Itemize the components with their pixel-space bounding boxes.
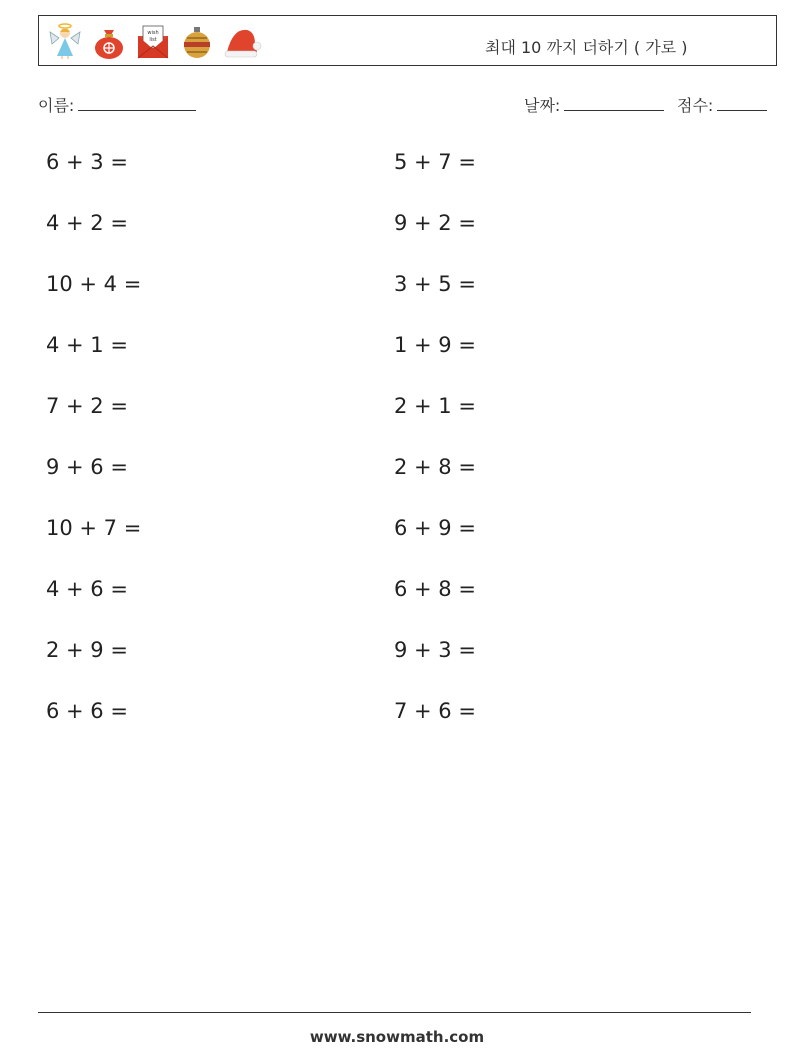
- problem-left-3: 10 + 4 =: [46, 272, 142, 296]
- problem-right-4: 1 + 9 =: [394, 333, 476, 357]
- ornament-ball-icon: [179, 22, 215, 60]
- problem-left-5: 7 + 2 =: [46, 394, 128, 418]
- name-label: 이름:: [38, 96, 75, 115]
- score-label: 점수:: [677, 96, 714, 115]
- problem-right-7: 6 + 9 =: [394, 516, 476, 540]
- score-field: [677, 93, 767, 116]
- problem-left-4: 4 + 1 =: [46, 333, 128, 357]
- header-icons: [47, 22, 263, 60]
- problem-right-1: 5 + 7 =: [394, 150, 476, 174]
- problem-right-8: 6 + 8 =: [394, 577, 476, 601]
- footer-divider: [38, 1012, 751, 1013]
- problem-right-10: 7 + 6 =: [394, 699, 476, 723]
- worksheet-title: 최대 10 까지 더하기 ( 가로 ): [485, 38, 688, 57]
- angel-icon: [47, 22, 83, 60]
- worksheet-header: [38, 15, 777, 66]
- problem-left-2: 4 + 2 =: [46, 211, 128, 235]
- problem-left-10: 6 + 6 =: [46, 699, 128, 723]
- santa-hat-icon: [223, 22, 263, 60]
- date-blank[interactable]: [564, 96, 664, 111]
- name-field: [38, 93, 196, 116]
- problem-left-1: 6 + 3 =: [46, 150, 128, 174]
- problem-left-6: 9 + 6 =: [46, 455, 128, 479]
- letter-text-wish: wish: [147, 30, 159, 36]
- problem-left-7: 10 + 7 =: [46, 516, 142, 540]
- wish-list-letter-icon: [135, 22, 171, 60]
- problem-right-5: 2 + 1 =: [394, 394, 476, 418]
- name-blank[interactable]: [78, 96, 196, 111]
- score-blank[interactable]: [717, 96, 767, 111]
- date-field: [524, 93, 664, 116]
- problem-right-9: 9 + 3 =: [394, 638, 476, 662]
- problem-right-6: 2 + 8 =: [394, 455, 476, 479]
- santa-bag-icon: [91, 22, 127, 60]
- date-label: 날짜:: [524, 96, 561, 115]
- letter-text-list: list: [149, 37, 157, 43]
- footer-url[interactable]: www.snowmath.com: [309, 1028, 485, 1046]
- problem-right-2: 9 + 2 =: [394, 211, 476, 235]
- problem-left-9: 2 + 9 =: [46, 638, 128, 662]
- problem-left-8: 4 + 6 =: [46, 577, 128, 601]
- problem-right-3: 3 + 5 =: [394, 272, 476, 296]
